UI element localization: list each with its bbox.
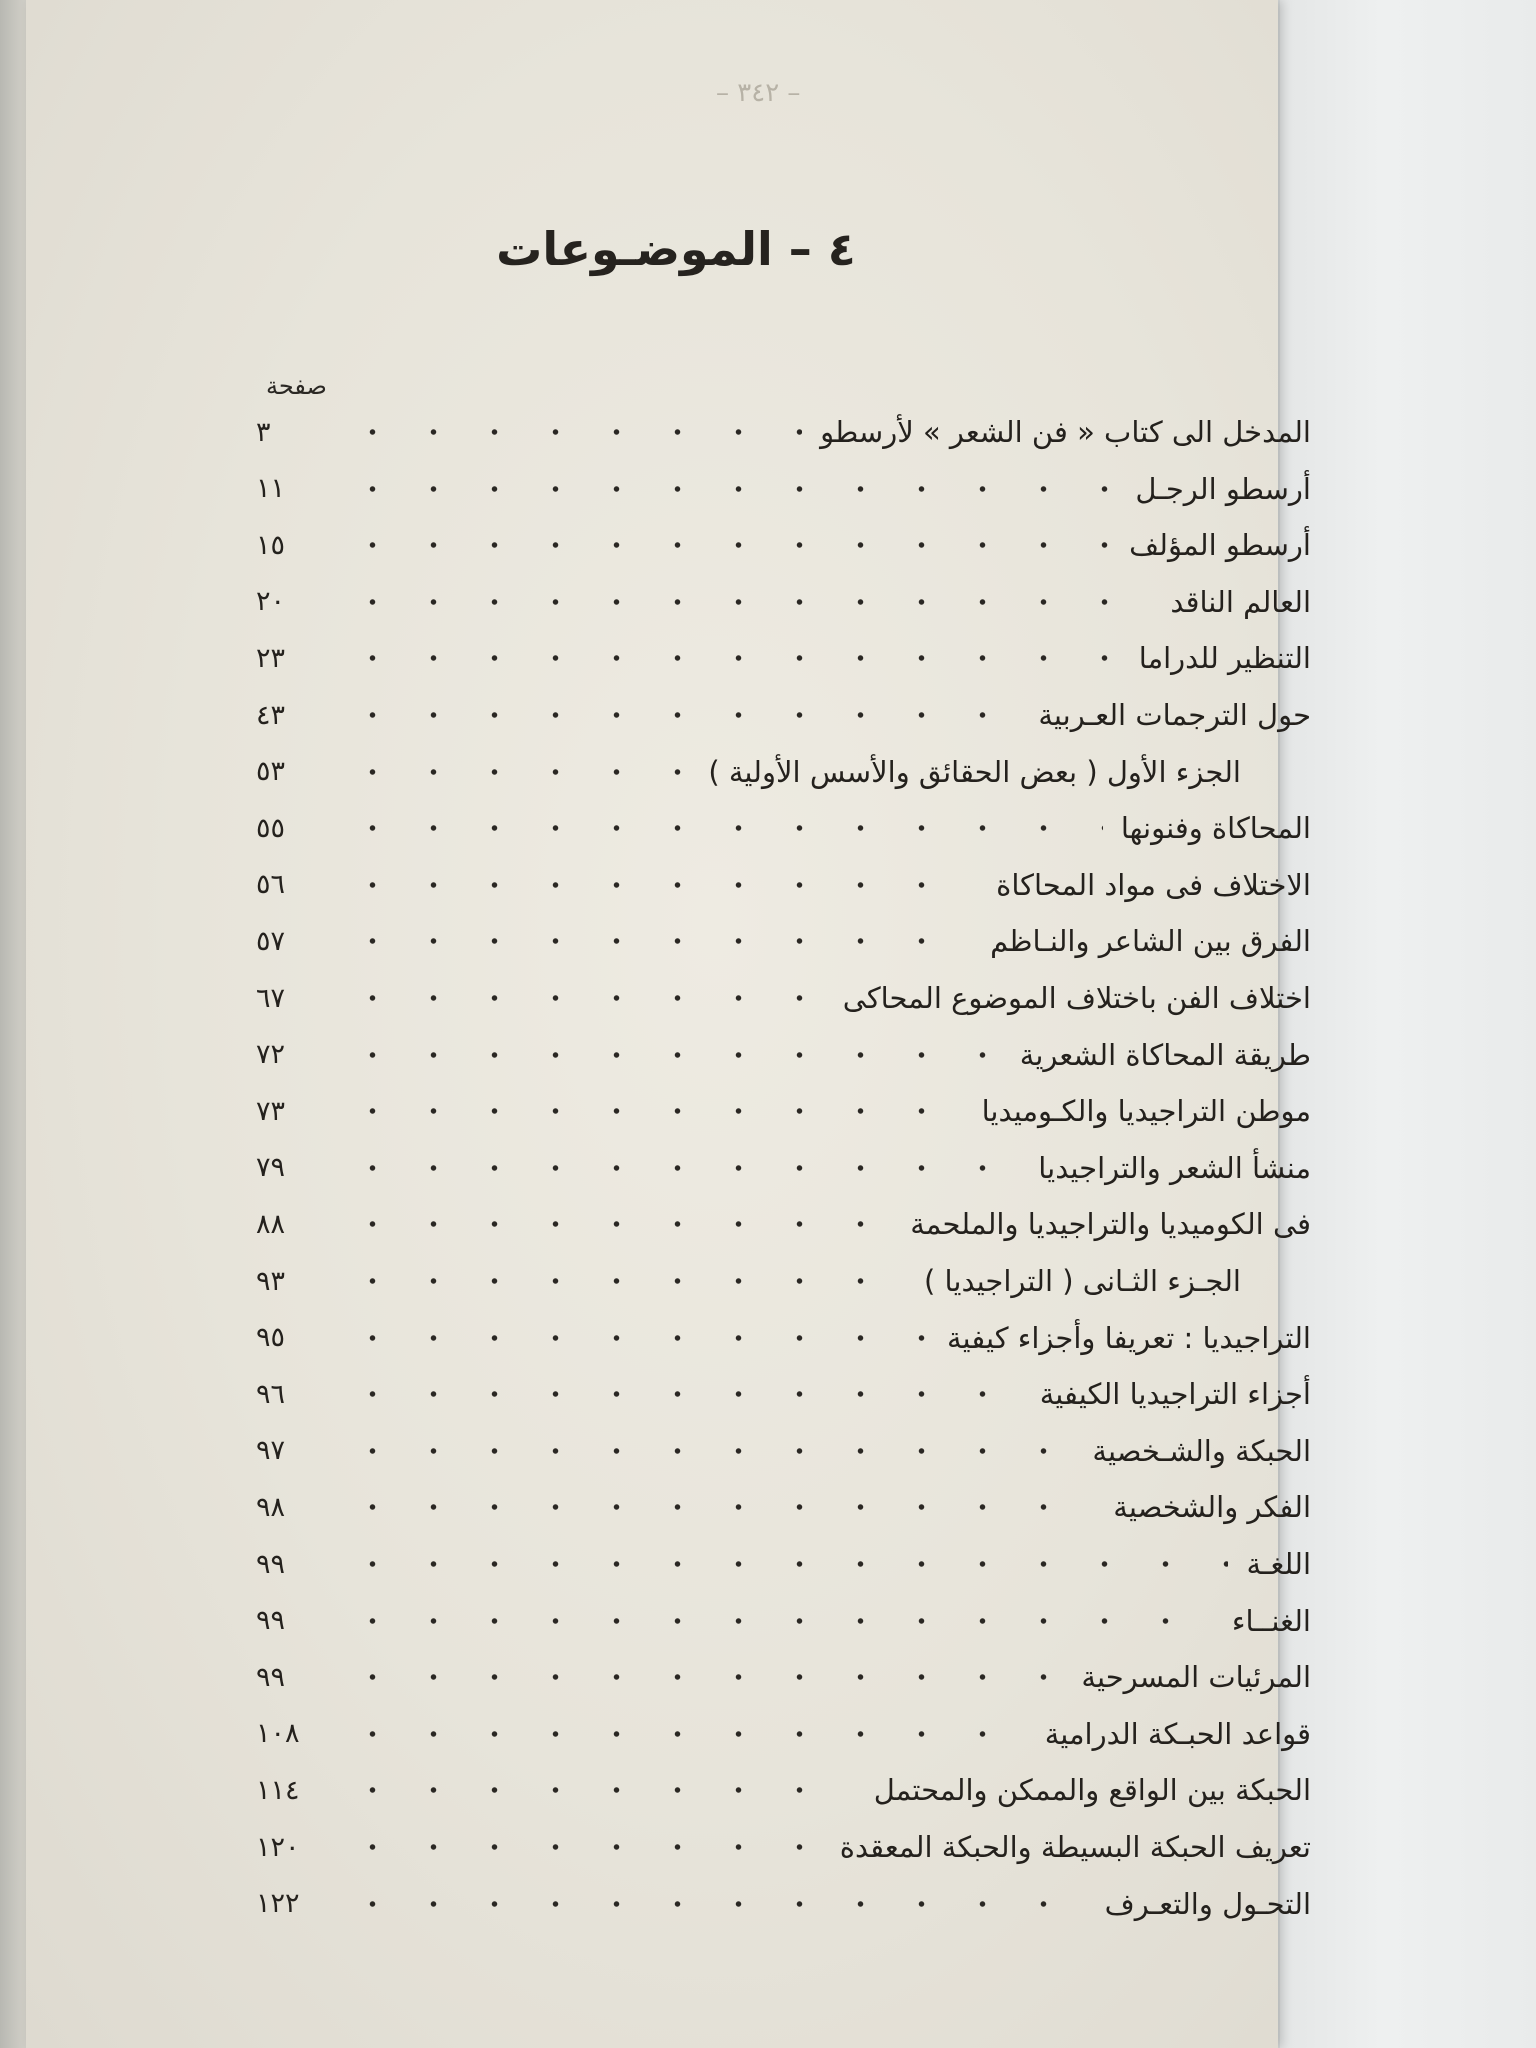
- toc-page-number: ١٢٠: [256, 1831, 300, 1863]
- toc-entry-title: الاختلاف فى مواد المحاكاة: [996, 867, 1311, 902]
- toc-entry-title: التحـول والتعـرف: [1104, 1886, 1311, 1921]
- toc-entry: [256, 404, 1311, 460]
- toc-dot-leader: [342, 597, 1152, 607]
- toc-entry: [256, 1366, 1311, 1422]
- toc-entry-title: أرسطو الرجـل: [1135, 471, 1311, 506]
- toc-dot-leader: [342, 1672, 1063, 1682]
- toc-dot-leader: [342, 427, 802, 437]
- toc-entry-title: اختلاف الفن باختلاف الموضوع المحاكى: [842, 981, 1311, 1015]
- toc-entry-title: الحبكة والشـخصية: [1092, 1433, 1311, 1468]
- toc-dot-leader: [342, 653, 1121, 663]
- toc-entry-title: الحبكة بين الواقع والممكن والمحتمل: [873, 1773, 1311, 1808]
- toc-entry-title: الغنــاء: [1231, 1603, 1311, 1638]
- toc-entry-title: الفكر والشخصية: [1113, 1490, 1311, 1525]
- toc-entry: [256, 1762, 1311, 1818]
- toc-page-number: ٧٣: [256, 1095, 286, 1127]
- toc-page-number: ٩٩: [256, 1661, 286, 1693]
- toc-page-number: ٧٢: [256, 1039, 286, 1071]
- toc-page-number: ٥٥: [256, 812, 286, 844]
- toc-entry-title: التنظير للدراما: [1138, 641, 1311, 676]
- toc-dot-leader: [342, 710, 1020, 720]
- page-column-label: صفحة: [266, 372, 327, 400]
- toc-dot-leader: [342, 1842, 822, 1852]
- toc-dot-leader: [342, 993, 825, 1003]
- toc-page-number: ٩٣: [256, 1265, 286, 1297]
- toc-entry: [256, 687, 1311, 743]
- toc-entry-title: موطن التراجيديا والكـوميديا: [981, 1094, 1311, 1129]
- toc-entry: [256, 1083, 1311, 1139]
- toc-dot-leader: [342, 1163, 1020, 1173]
- toc-entry-title: الجزء الأول ( بعض الحقائق والأسس الأولية ): [708, 754, 1241, 789]
- toc-entry-title: فى الكوميديا والتراجيديا والملحمة: [910, 1207, 1311, 1242]
- toc-dot-leader: [342, 767, 690, 777]
- toc-page-number: ٢٠: [256, 586, 286, 618]
- toc-page-number: ١٢٢: [256, 1888, 300, 1920]
- toc-page-number: ٢٣: [256, 642, 286, 674]
- toc-dot-leader: [342, 823, 1103, 833]
- toc-entry: [256, 1876, 1311, 1932]
- toc-entry-title: التراجيديا : تعريفا وأجزاء كيفية: [946, 1320, 1311, 1355]
- toc-page-number: ١٥: [256, 529, 286, 561]
- toc-entry-title: العالم الناقد: [1170, 584, 1311, 619]
- toc-entry: [256, 517, 1311, 573]
- toc-page-number: ٥٧: [256, 925, 286, 957]
- toc-dot-leader: [342, 1729, 1027, 1739]
- toc-page-number: ٦٧: [256, 982, 286, 1014]
- toc-entry: [256, 1027, 1311, 1083]
- toc-dot-leader: [342, 936, 972, 946]
- toc-page-number: ٨٨: [256, 1208, 286, 1240]
- toc-entry: [256, 1706, 1311, 1762]
- toc-entry: [256, 1423, 1311, 1479]
- toc-entry: [256, 1649, 1311, 1705]
- page-title: ٤ – الموضـوعات: [496, 222, 856, 276]
- toc-entry: [256, 857, 1311, 913]
- toc-page-number: ٩٩: [256, 1548, 286, 1580]
- toc-entry-title: حول الترجمات العـربية: [1038, 698, 1311, 732]
- toc-dot-leader: [342, 1616, 1214, 1626]
- toc-entry: [256, 1253, 1311, 1309]
- toc-entry-title: اللغـة: [1246, 1547, 1311, 1581]
- toc-entry-title: الفرق بين الشاعر والنـاظم: [990, 924, 1311, 959]
- toc-entry-title: المرئيات المسرحية: [1081, 1660, 1311, 1695]
- toc-page-number: ٩٦: [256, 1378, 286, 1410]
- toc-page-number: ٥٦: [256, 869, 286, 901]
- toc-dot-leader: [342, 1333, 929, 1343]
- book-page: [26, 0, 1311, 2048]
- toc-entry: [256, 461, 1311, 517]
- toc-entry-title: قواعد الحبـكة الدرامية: [1044, 1716, 1311, 1751]
- background-surface: [1280, 0, 1536, 2048]
- toc-entry-title: طريقة المحاكاة الشعرية: [1019, 1037, 1311, 1072]
- toc-entry: [256, 1536, 1311, 1592]
- toc-page-number: ٤٣: [256, 699, 286, 731]
- toc-entry-title: المحاكاة وفنونها: [1120, 811, 1311, 846]
- toc-entry: [256, 970, 1311, 1026]
- toc-dot-leader: [342, 1446, 1074, 1456]
- toc-dot-leader: [342, 1502, 1095, 1512]
- toc-entry: [256, 1593, 1311, 1649]
- toc-page-number: ١١: [256, 473, 286, 505]
- toc-page-number: ٩٩: [256, 1605, 286, 1637]
- toc-entry-title: أرسطو المؤلف: [1129, 528, 1311, 563]
- toc-dot-leader: [342, 1276, 906, 1286]
- toc-entry: [256, 1310, 1311, 1366]
- toc-page-number: ٣: [256, 416, 271, 448]
- toc-dot-leader: [342, 1219, 892, 1229]
- toc-dot-leader: [342, 540, 1111, 550]
- toc-page-number: ١٠٨: [256, 1718, 300, 1750]
- toc-entry: [256, 1479, 1311, 1535]
- toc-dot-leader: [342, 1899, 1087, 1909]
- toc-entry: [256, 574, 1311, 630]
- toc-dot-leader: [342, 880, 978, 890]
- toc-entry-title: الجـزء الثـانى ( التراجيديا ): [924, 1264, 1241, 1298]
- toc-entry: [256, 913, 1311, 969]
- table-of-contents: [256, 400, 1311, 1960]
- toc-entry: [256, 1819, 1311, 1875]
- toc-dot-leader: [342, 1559, 1228, 1569]
- toc-entry-title: أجزاء التراجيديا الكيفية: [1039, 1377, 1311, 1412]
- toc-page-number: ١١٤: [256, 1774, 300, 1806]
- toc-page-number: ٧٩: [256, 1152, 286, 1184]
- toc-entry-title: منشأ الشعر والتراجيديا: [1038, 1150, 1311, 1185]
- toc-page-number: ٩٥: [256, 1322, 286, 1354]
- toc-entry: [256, 744, 1311, 800]
- toc-entry: [256, 1140, 1311, 1196]
- toc-entry-title: المدخل الى كتاب « فن الشعر » لأرسطو: [820, 415, 1311, 449]
- toc-entry: [256, 1196, 1311, 1252]
- toc-dot-leader: [342, 1785, 856, 1795]
- toc-dot-leader: [342, 1389, 1022, 1399]
- toc-page-number: ٩٧: [256, 1435, 286, 1467]
- toc-entry: [256, 630, 1311, 686]
- toc-page-number: ٩٨: [256, 1491, 286, 1523]
- toc-dot-leader: [342, 484, 1117, 494]
- toc-page-number: ٥٣: [256, 756, 286, 788]
- toc-dot-leader: [342, 1106, 964, 1116]
- page-mark: – ٣٤٢ –: [716, 78, 801, 108]
- toc-entry: [256, 800, 1311, 856]
- toc-dot-leader: [342, 1050, 1002, 1060]
- toc-entry-title: تعريف الحبكة البسيطة والحبكة المعقدة: [839, 1830, 1311, 1864]
